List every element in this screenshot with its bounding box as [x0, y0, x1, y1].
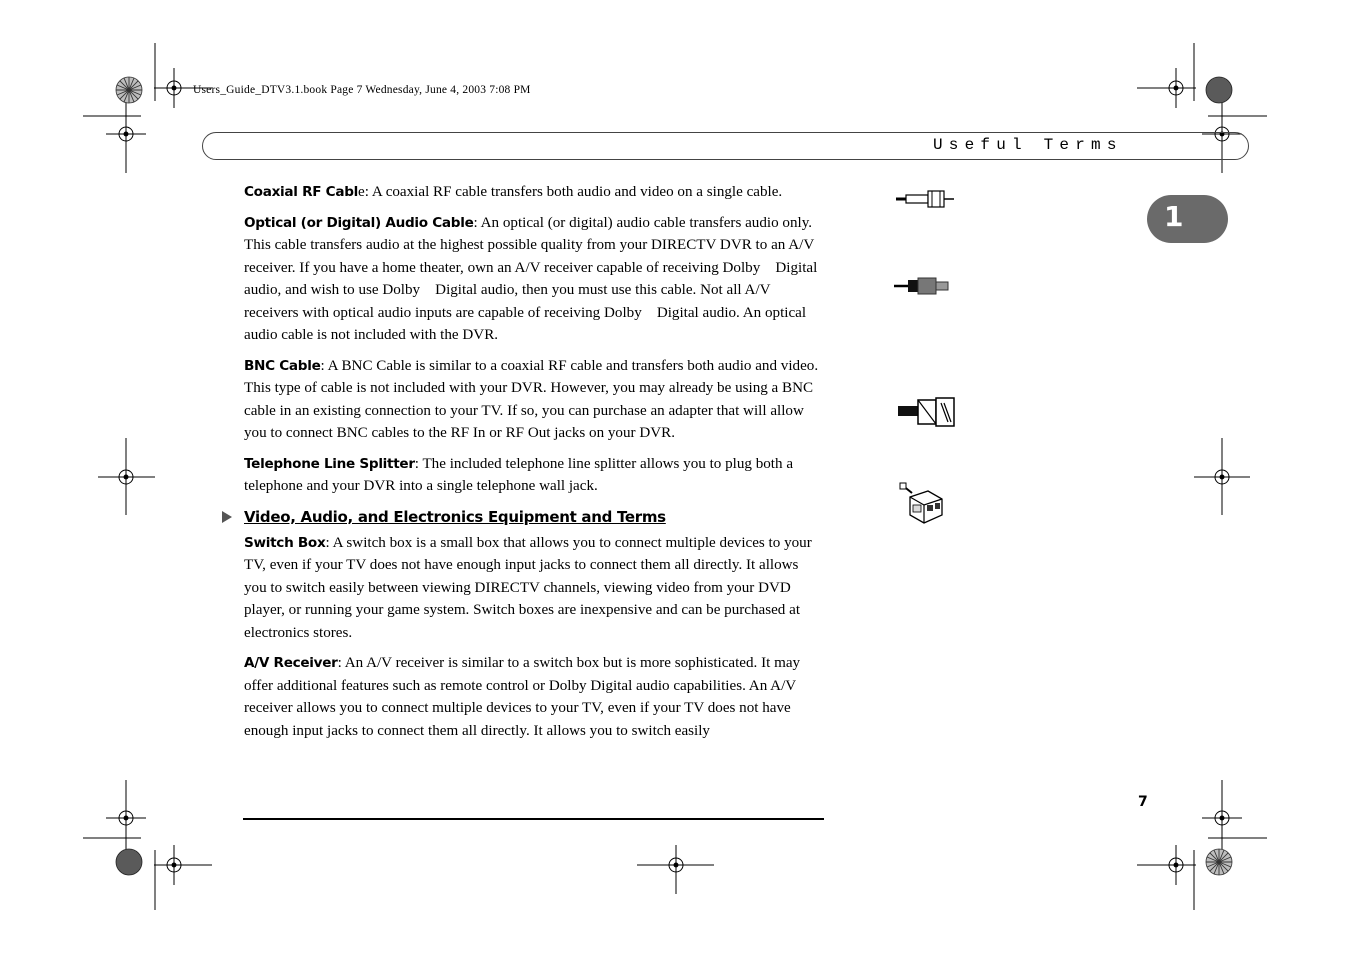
term-entry: [244, 532, 820, 645]
term-entry: [244, 652, 820, 742]
term-definition: : An A/V receiver is similar to a switch box but is more sophisticated. It may offer additional features such as remote control or Dolby Digital audio capabilities. An A/V receiver allows you to connect multiple devices to your TV, even if your TV does not have enough input jacks to connect them all directly. It allows you to switch easily: [244, 655, 801, 739]
term-definition: : A switch box is a small box that allows you to connect multiple devices to your TV, even if your TV does not have enough input jacks to connect them all directly. It allows you to switch easily between viewing DIRECTV channels, viewing video from your DVD player, or running your game system. Switch boxes are inexpensive and can be purchased at electronics stores.: [244, 534, 812, 641]
chapter-tab: [1147, 195, 1228, 243]
term-definition: : An optical (or digital) audio cable transfers audio only. This cable transfers audio at the highest possible quality from your DIRECTV DVR to an A/V receiver. If you have a home theater, own an A/V receiver capable of receiving Dolby Digital audio, and wish to use Dolby Digital audio, then you must use this cable. Not all A/V receivers with optical audio inputs are capable of receiving Dolby Digital audio. An optical audio cable is not included with the DVR.: [244, 214, 822, 343]
optical-audio-cable-icon: [894, 275, 952, 297]
section-heading-text[interactable]: Video, Audio, and Electronics Equipment and Terms: [244, 507, 666, 526]
coaxial-rf-cable-icon: [896, 187, 958, 211]
triangle-bullet-icon: [222, 511, 232, 523]
bnc-cable-icon: [896, 395, 958, 429]
term-label: Optical (or Digital) Audio Cable: [244, 214, 474, 231]
term-entry: [244, 212, 820, 347]
term-definition: : A BNC Cable is similar to a coaxial RF cable and transfers both audio and video. This type of cable is not included with your DVR. However, you may already be using a BNC cable in an existing connection to your TV. If so, you can purchase an adapter that will allow you to connect BNC cables to the RF In or RF Out jacks on your DVR.: [244, 357, 819, 441]
term-label: Switch Box: [244, 534, 326, 551]
section-heading[interactable]: [244, 506, 820, 528]
chapter-number: 1: [1164, 200, 1184, 233]
page-number: 7: [1138, 794, 1148, 810]
term-definition: e: A coaxial RF cable transfers both audio and video on a single cable.: [358, 184, 783, 200]
term-entry: [244, 355, 820, 445]
term-label: A/V Receiver: [244, 655, 338, 671]
term-label: Coaxial RF Cabl: [244, 184, 359, 200]
term-entry: [244, 453, 820, 498]
term-label: Telephone Line Splitter: [244, 455, 415, 472]
term-definition: : The included telephone line splitter allows you to plug both a telephone and your DVR into a single telephone wall jack.: [244, 455, 794, 494]
running-header-title: Useful Terms: [933, 136, 1123, 154]
footer-rule: [243, 818, 824, 820]
print-slug: Users_Guide_DTV3.1.book Page 7 Wednesday, June 4, 2003 7:08 PM: [193, 84, 531, 96]
term-entry: [244, 181, 820, 204]
main-content: [244, 181, 820, 750]
term-label: BNC Cable: [244, 357, 321, 374]
telephone-line-splitter-icon: [898, 481, 948, 525]
